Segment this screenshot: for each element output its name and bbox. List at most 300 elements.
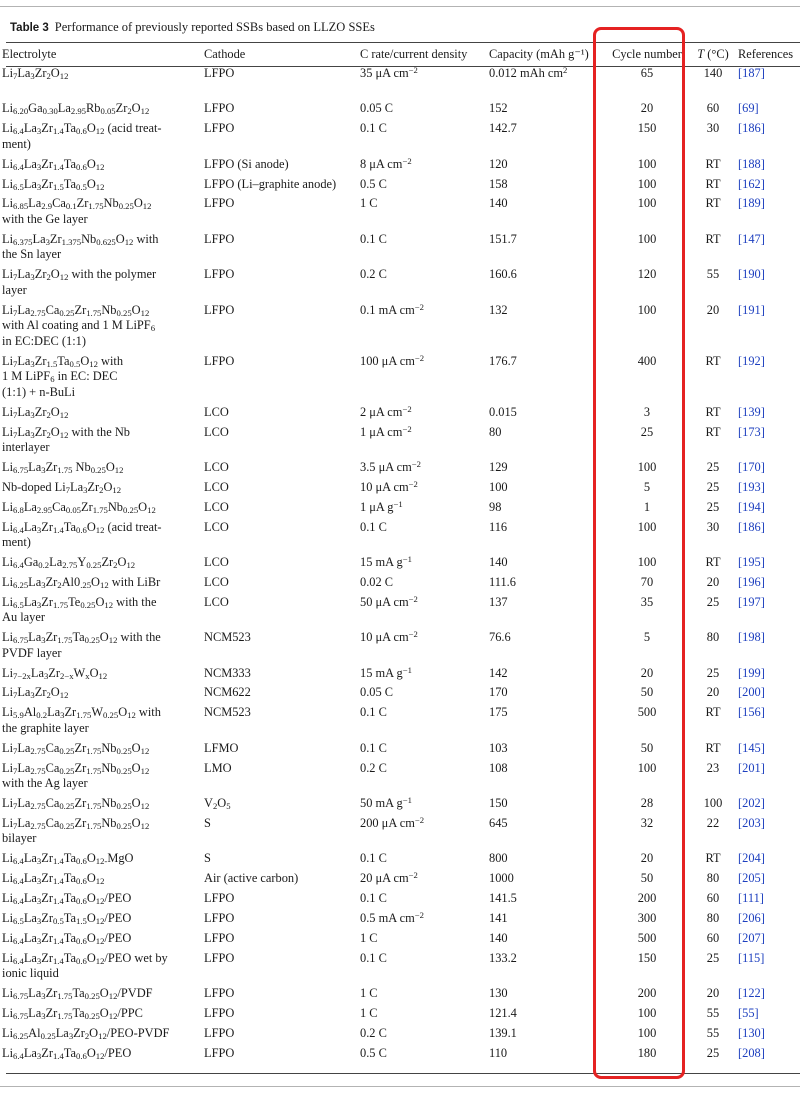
cycle-number-cell: 5 bbox=[643, 630, 651, 645]
top-border bbox=[0, 6, 800, 7]
temperature-cell: 80 bbox=[706, 871, 720, 886]
table-row bbox=[0, 177, 800, 197]
electrolyte-cell: $Li_7La_{2.75}Ca_{0.25}Zr_{1.75}Nb_{0.25}O_{12}$ with the Ag layer bbox=[2, 760, 150, 791]
reference-cell[interactable]: [205] bbox=[738, 871, 765, 886]
c-rate-cell: 2 μA $cm^{-2}$ bbox=[360, 403, 412, 419]
electrolyte-cell: $Li_{6.4}La_3Zr_{1.4}Ta_{0.6}O_{12}$/PEO wet by ionic liquid bbox=[2, 950, 168, 981]
cathode-cell: LFPO bbox=[204, 1045, 235, 1060]
temperature-cell: 20 bbox=[706, 302, 720, 317]
capacity-cell: 175 bbox=[489, 705, 508, 720]
reference-cell[interactable]: [208] bbox=[738, 1045, 765, 1060]
electrolyte-cell: $Li_7La_{2.75}Ca_{0.25}Zr_{1.75}Nb_{0.25}O_{12}$ bbox=[2, 740, 150, 756]
electrolyte-cell: $Li_{6.25}Al_{0.25}La_3Zr_2O_{12}/PEO$-PVDF bbox=[2, 1025, 170, 1041]
electrolyte-cell: Nb-doped $Li_7La_3Zr_2O_{12}$ bbox=[2, 479, 122, 496]
table-row bbox=[0, 705, 800, 740]
cathode-cell: LFPO (Si anode) bbox=[204, 156, 289, 171]
reference-cell[interactable]: [173] bbox=[738, 424, 765, 439]
reference-cell[interactable]: [189] bbox=[738, 196, 765, 211]
temperature-cell: RT bbox=[705, 176, 721, 191]
cathode-cell: S bbox=[204, 851, 211, 866]
capacity-cell: 800 bbox=[489, 851, 508, 866]
capacity-cell: 111.6 bbox=[489, 574, 516, 589]
temperature-cell: 30 bbox=[706, 121, 720, 136]
table-row bbox=[0, 480, 800, 500]
c-rate-cell: 0.1 C bbox=[360, 519, 387, 534]
temperature-cell: 80 bbox=[706, 630, 720, 645]
header-temperature: T (°C) bbox=[697, 47, 729, 62]
table-row bbox=[0, 1026, 800, 1046]
electrolyte-cell: $Li_{6.75}La_3Zr_{1.75}Ta_{0.25}O_{12}$/PVDF bbox=[2, 985, 153, 1002]
reference-cell[interactable]: [197] bbox=[738, 594, 765, 609]
cycle-number-cell: 500 bbox=[637, 930, 657, 945]
table-row bbox=[0, 931, 800, 951]
electrolyte-cell: $Li_{6.4}La_3Zr_{1.4}Ta_{0.6}O_{12}$ (acid treat- ment) bbox=[2, 121, 162, 151]
cycle-number-cell: 32 bbox=[640, 815, 654, 830]
temperature-cell: 25 bbox=[706, 1045, 720, 1060]
electrolyte-cell: $Li_{6.5}La_3Zr_{1.5}Ta_{0.5}O_{12}$ bbox=[2, 176, 105, 192]
cycle-number-cell: 100 bbox=[637, 555, 657, 570]
capacity-cell: 103 bbox=[489, 740, 508, 755]
c-rate-cell: 0.5 mA $cm^{-2}$ bbox=[360, 909, 424, 925]
reference-cell[interactable]: [202] bbox=[738, 796, 765, 811]
cycle-number-cell: 3 bbox=[643, 404, 651, 419]
capacity-cell: 140 bbox=[489, 930, 508, 945]
capacity-cell: 152 bbox=[489, 101, 508, 116]
electrolyte-cell: $Li_7La_3Zr_2O_{12}$ bbox=[2, 66, 69, 82]
capacity-cell: 151.7 bbox=[489, 231, 517, 246]
cathode-cell: LFPO bbox=[204, 1005, 235, 1020]
cycle-number-cell: 300 bbox=[637, 910, 657, 925]
c-rate-cell: 35 μA $cm^{-2}$ bbox=[360, 65, 418, 80]
electrolyte-cell: $Li_7La_{2.75}Ca_{0.25}Zr_{1.75}Nb_{0.25}O_{12}$ bilayer bbox=[2, 815, 150, 846]
cathode-cell: LCO bbox=[204, 519, 229, 534]
electrolyte-cell: $Li_{6.75}La_3Zr_{1.75}$ $Nb_{0.25}O_{12}$ bbox=[2, 460, 124, 476]
cathode-cell: LFPO bbox=[204, 302, 235, 317]
table-row bbox=[0, 741, 800, 761]
c-rate-cell: 0.05 C bbox=[360, 101, 394, 116]
table-row bbox=[0, 891, 800, 911]
c-rate-cell: 1 C bbox=[360, 985, 378, 1000]
capacity-cell: 1000 bbox=[489, 871, 514, 886]
table-row bbox=[0, 267, 800, 302]
reference-cell[interactable]: [55] bbox=[738, 1005, 759, 1020]
cycle-number-cell: 65 bbox=[640, 66, 654, 80]
cycle-number-cell: 50 bbox=[640, 685, 654, 700]
cycle-number-cell: 180 bbox=[637, 1045, 657, 1060]
c-rate-cell: 1 μA $g^{-1}$ bbox=[360, 498, 403, 514]
table-body bbox=[0, 66, 800, 1065]
c-rate-cell: 0.1 C bbox=[360, 231, 387, 246]
electrolyte-cell: $Li_{6.4}Ga_{0.2}La_{2.75}Y_{0.25}Zr_2O_{12}$ bbox=[2, 555, 136, 571]
cathode-cell: LCO bbox=[204, 555, 229, 570]
table-row bbox=[0, 500, 800, 520]
temperature-cell: 20 bbox=[706, 985, 720, 1000]
cycle-number-cell: 100 bbox=[637, 519, 657, 534]
c-rate-cell: 20 μA $cm^{-2}$ bbox=[360, 870, 418, 886]
header-electrolyte: Electrolyte bbox=[2, 47, 57, 62]
cathode-cell: LFPO bbox=[204, 930, 235, 945]
cycle-number-cell: 200 bbox=[637, 891, 657, 905]
temperature-cell: RT bbox=[705, 555, 721, 570]
reference-cell[interactable]: [192] bbox=[738, 353, 765, 368]
table-title: Performance of previously reported SSBs based on LLZO SSEs bbox=[54, 20, 375, 34]
reference-cell[interactable]: [193] bbox=[738, 479, 765, 494]
cycle-number-cell: 20 bbox=[640, 851, 654, 866]
reference-cell[interactable]: [195] bbox=[738, 555, 765, 570]
cycle-number-cell: 25 bbox=[640, 424, 654, 439]
capacity-cell: 80 bbox=[489, 424, 502, 439]
cathode-cell: LCO bbox=[204, 460, 229, 475]
table-caption bbox=[10, 20, 375, 35]
table-row bbox=[0, 816, 800, 851]
cathode-cell: LCO bbox=[204, 574, 229, 589]
c-rate-cell: 1 μA $cm^{-2}$ bbox=[360, 423, 412, 439]
cycle-number-cell: 100 bbox=[637, 1025, 657, 1040]
electrolyte-cell: $Li_{6.4}La_3Zr_{1.4}Ta_{0.6}O_{12}$ (acid treat- ment) bbox=[2, 519, 162, 550]
reference-cell[interactable]: [69] bbox=[738, 101, 759, 116]
capacity-cell: 137 bbox=[489, 594, 508, 609]
capacity-cell: 130 bbox=[489, 985, 508, 1000]
electrolyte-cell: $Li_{6.4}La_3Zr_{1.4}Ta_{0.6}O_{12}$/PEO bbox=[2, 891, 132, 907]
cathode-cell: LFPO bbox=[204, 231, 235, 246]
temperature-cell: 60 bbox=[706, 101, 720, 116]
temperature-cell: RT bbox=[705, 740, 721, 755]
electrolyte-cell: $Li_{6.75}La_3Zr_{1.75}Ta_{0.25}O_{12}$/PPC bbox=[2, 1005, 143, 1021]
capacity-cell: 170 bbox=[489, 685, 508, 700]
table-row bbox=[0, 66, 800, 101]
c-rate-cell: 0.2 C bbox=[360, 1025, 387, 1040]
cathode-cell: Air (active carbon) bbox=[204, 871, 299, 886]
table-row bbox=[0, 157, 800, 177]
temperature-cell: 80 bbox=[706, 910, 720, 925]
capacity-cell: 98 bbox=[489, 499, 502, 514]
reference-cell[interactable]: [122] bbox=[738, 985, 765, 1000]
reference-cell[interactable]: [170] bbox=[738, 460, 765, 475]
c-rate-cell: 1 C bbox=[360, 930, 378, 945]
electrolyte-cell: $Li_{6.75}La_3Zr_{1.75}Ta_{0.25}O_{12}$ with the PVDF layer bbox=[2, 630, 161, 660]
c-rate-cell: 0.2 C bbox=[360, 760, 387, 775]
cathode-cell: LFPO bbox=[204, 66, 235, 80]
temperature-cell: RT bbox=[705, 851, 721, 866]
cathode-cell: LFPO bbox=[204, 891, 235, 905]
table-row bbox=[0, 761, 800, 796]
table-row bbox=[0, 520, 800, 555]
electrolyte-cell: $Li_7La_3Zr_2O_{12}$ with the polymer layer bbox=[2, 267, 157, 297]
table-row bbox=[0, 630, 800, 665]
capacity-cell: 132 bbox=[489, 302, 508, 317]
reference-cell[interactable]: [156] bbox=[738, 705, 765, 720]
temperature-cell: RT bbox=[705, 705, 721, 720]
reference-cell[interactable]: [198] bbox=[738, 630, 765, 645]
table-row bbox=[0, 871, 800, 891]
c-rate-cell: 10 μA $cm^{-2}$ bbox=[360, 629, 418, 645]
cathode-cell: LMO bbox=[204, 760, 232, 775]
reference-cell[interactable]: [199] bbox=[738, 665, 765, 680]
cathode-cell: S bbox=[204, 815, 211, 830]
electrolyte-cell: $Li_{6.4}La_3Zr_{1.4}Ta_{0.6}O_{12}$/PEO bbox=[2, 930, 132, 946]
table-row bbox=[0, 121, 800, 156]
cathode-cell: LFPO (Li–graphite anode) bbox=[204, 176, 337, 191]
cathode-cell: NCM333 bbox=[204, 665, 251, 680]
temperature-cell: RT bbox=[705, 231, 721, 246]
reference-cell[interactable]: [162] bbox=[738, 176, 765, 191]
header-row bbox=[0, 42, 800, 66]
capacity-cell: 121.4 bbox=[489, 1005, 517, 1020]
capacity-cell: 0.015 bbox=[489, 404, 517, 419]
c-rate-cell: 200 μA $cm^{-2}$ bbox=[360, 814, 425, 830]
temperature-cell: 100 bbox=[703, 796, 723, 811]
temperature-cell: 140 bbox=[703, 66, 723, 80]
c-rate-cell: 0.1 C bbox=[360, 740, 387, 755]
capacity-cell: 133.2 bbox=[489, 950, 517, 965]
cycle-number-cell: 100 bbox=[637, 231, 657, 246]
header-references: References bbox=[738, 47, 794, 62]
reference-cell[interactable]: [200] bbox=[738, 685, 765, 700]
cycle-number-cell: 100 bbox=[637, 460, 657, 475]
reference-cell[interactable]: [203] bbox=[738, 815, 765, 830]
cycle-number-cell: 120 bbox=[637, 267, 657, 282]
temperature-cell: 25 bbox=[706, 950, 720, 965]
table-bottom-rule bbox=[6, 1073, 800, 1074]
temperature-cell: 23 bbox=[706, 760, 720, 775]
capacity-cell: 150 bbox=[489, 796, 508, 811]
temperature-cell: 20 bbox=[706, 574, 720, 589]
reference-cell[interactable]: [204] bbox=[738, 851, 765, 866]
electrolyte-cell: $Li_{6.4}La_3Zr_{1.4}Ta_{0.6}O_{12}$/PEO bbox=[2, 1045, 132, 1061]
table-row bbox=[0, 685, 800, 705]
capacity-cell: 176.7 bbox=[489, 353, 517, 368]
cathode-cell: LFPO bbox=[204, 950, 235, 965]
capacity-cell: 142 bbox=[489, 665, 508, 680]
cathode-cell: LCO bbox=[204, 594, 229, 609]
header-cycle-number: Cycle number bbox=[612, 47, 682, 62]
temperature-cell: 25 bbox=[706, 460, 720, 475]
electrolyte-cell: $Li_7La_3Zr_2O_{12}$ bbox=[2, 404, 69, 420]
header-capacity: Capacity (mAh g⁻¹) bbox=[489, 47, 589, 62]
cathode-cell: LFPO bbox=[204, 267, 235, 282]
capacity-cell: 140 bbox=[489, 555, 508, 570]
capacity-cell: 100 bbox=[489, 479, 508, 494]
temperature-cell: 25 bbox=[706, 479, 720, 494]
electrolyte-cell: $Li_{7-2x}La_3Zr_{2-x}W_xO_{12}$ bbox=[2, 665, 108, 681]
capacity-cell: 140 bbox=[489, 196, 508, 211]
table-row bbox=[0, 555, 800, 575]
reference-cell[interactable]: [201] bbox=[738, 760, 765, 775]
table-row bbox=[0, 595, 800, 630]
table-row bbox=[0, 354, 800, 405]
reference-cell[interactable]: [139] bbox=[738, 404, 765, 419]
cycle-number-cell: 35 bbox=[640, 594, 654, 609]
table-row bbox=[0, 460, 800, 480]
c-rate-cell: 1 C bbox=[360, 196, 378, 211]
performance-table bbox=[0, 42, 800, 1065]
table-row bbox=[0, 986, 800, 1006]
c-rate-cell: 50 μA $cm^{-2}$ bbox=[360, 593, 418, 609]
c-rate-cell: 15 mA $g^{-1}$ bbox=[360, 664, 412, 680]
cycle-number-cell: 100 bbox=[637, 156, 657, 171]
reference-cell[interactable]: [186] bbox=[738, 121, 765, 136]
capacity-cell: 76.6 bbox=[489, 630, 511, 645]
capacity-cell: 142.7 bbox=[489, 121, 517, 136]
c-rate-cell: 50 mA $g^{-1}$ bbox=[360, 795, 412, 811]
electrolyte-cell: $Li_7La_{2.75}Ca_{0.25}Zr_{1.75}Nb_{0.25}O_{12}$ bbox=[2, 796, 150, 812]
electrolyte-cell: $Li_7La_{2.75}Ca_{0.25}Zr_{1.75}Nb_{0.25}O_{12}$ with Al coating and 1 M LiPF$_6$ in EC:DEC (1:1) bbox=[2, 302, 156, 348]
reference-cell[interactable]: [188] bbox=[738, 156, 765, 171]
temperature-cell: RT bbox=[705, 404, 721, 419]
cycle-number-cell: 50 bbox=[640, 871, 654, 886]
reference-cell[interactable]: [206] bbox=[738, 910, 765, 925]
capacity-cell: 120 bbox=[489, 156, 508, 171]
electrolyte-cell: $Li_7La_3Zr_2O_{12}$ with the Nb interlayer bbox=[2, 424, 130, 455]
table-label: Table 3 bbox=[10, 22, 49, 34]
temperature-cell: 20 bbox=[706, 685, 720, 700]
cathode-cell: LFPO bbox=[204, 910, 235, 925]
reference-cell[interactable]: [190] bbox=[738, 267, 765, 282]
reference-cell[interactable]: [191] bbox=[738, 302, 765, 317]
reference-cell[interactable]: [145] bbox=[738, 740, 765, 755]
reference-cell[interactable]: [130] bbox=[738, 1025, 765, 1040]
capacity-cell: 141 bbox=[489, 910, 508, 925]
c-rate-cell: 15 mA $g^{-1}$ bbox=[360, 554, 412, 570]
electrolyte-cell: $Li_{6.25}La_3Zr_2Al0_{.25}O_{12}$ with LiBr bbox=[2, 574, 161, 591]
cycle-number-cell: 150 bbox=[637, 121, 657, 136]
temperature-cell: RT bbox=[705, 353, 721, 368]
electrolyte-cell: $Li_{6.85}La_{2.9}Ca_{0.1}Zr_{1.75}Nb_{0.25}O_{12}$ with the Ge layer bbox=[2, 196, 152, 226]
electrolyte-cell: $Li_{6.5}La_3Zr_{0.5}Ta_{1.5}O_{12}$/PEO bbox=[2, 910, 132, 926]
table-row bbox=[0, 303, 800, 354]
c-rate-cell: 10 μA $cm^{-2}$ bbox=[360, 479, 418, 494]
table-row bbox=[0, 951, 800, 986]
cycle-number-cell: 100 bbox=[637, 1005, 657, 1020]
capacity-cell: 158 bbox=[489, 176, 508, 191]
temperature-cell: 25 bbox=[706, 665, 720, 680]
electrolyte-cell: $Li_{6.5}La_3Zr_{1.75}Te_{0.25}O_{12}$ with the Au layer bbox=[2, 594, 157, 625]
cathode-cell: LFPO bbox=[204, 121, 235, 136]
reference-cell[interactable]: [187] bbox=[738, 66, 765, 80]
cathode-cell: NCM523 bbox=[204, 705, 251, 720]
table-row bbox=[0, 101, 800, 121]
c-rate-cell: 0.2 C bbox=[360, 267, 387, 282]
cycle-number-cell: 20 bbox=[640, 101, 654, 116]
c-rate-cell: 0.05 C bbox=[360, 685, 394, 700]
cycle-number-cell: 100 bbox=[637, 302, 657, 317]
temperature-cell: 60 bbox=[706, 930, 720, 945]
c-rate-cell: 0.1 C bbox=[360, 705, 387, 720]
table-row bbox=[0, 666, 800, 686]
cathode-cell: LFPO bbox=[204, 196, 235, 211]
capacity-cell: 116 bbox=[489, 519, 508, 534]
c-rate-cell: 0.1 mA $cm^{-2}$ bbox=[360, 301, 424, 317]
c-rate-cell: 0.1 C bbox=[360, 950, 387, 965]
cathode-cell: LCO bbox=[204, 404, 229, 419]
temperature-cell: 22 bbox=[706, 815, 720, 830]
c-rate-cell: 100 μA $cm^{-2}$ bbox=[360, 352, 425, 368]
electrolyte-cell: $Li_{6.8}La_{2.95}Ca_{0.05}Zr_{1.75}Nb_{0.25}O_{12}$ bbox=[2, 499, 156, 515]
cycle-number-cell: 100 bbox=[637, 760, 657, 775]
reference-cell[interactable]: [111] bbox=[738, 891, 764, 905]
table-row bbox=[0, 196, 800, 231]
table-row bbox=[0, 405, 800, 425]
reference-cell[interactable]: [186] bbox=[738, 519, 765, 534]
cycle-number-cell: 500 bbox=[637, 705, 657, 720]
c-rate-cell: 0.5 C bbox=[360, 1045, 387, 1060]
reference-cell[interactable]: [207] bbox=[738, 930, 765, 945]
electrolyte-cell: $Li_{6.4}La_3Zr_{1.4}Ta_{0.6}O_{12}$ bbox=[2, 156, 105, 172]
cycle-number-cell: 400 bbox=[637, 353, 657, 368]
reference-cell[interactable]: [196] bbox=[738, 574, 765, 589]
electrolyte-cell: $Li_{6.20}Ga_{0.30}La_{2.95}Rb_{0.05}Zr_2O_{12}$ bbox=[2, 101, 150, 117]
electrolyte-cell: $Li_{6.4}La_3Zr_{1.4}Ta_{0.6}O_{12}$ bbox=[2, 871, 105, 887]
cycle-number-cell: 150 bbox=[637, 950, 657, 965]
table-row bbox=[0, 851, 800, 871]
capacity-cell: 141.5 bbox=[489, 891, 517, 905]
c-rate-cell: 0.1 C bbox=[360, 891, 387, 905]
cycle-number-cell: 1 bbox=[643, 499, 651, 514]
capacity-cell: 645 bbox=[489, 815, 508, 830]
temperature-cell: 55 bbox=[706, 1025, 720, 1040]
reference-cell[interactable]: [115] bbox=[738, 950, 765, 965]
table-row bbox=[0, 911, 800, 931]
electrolyte-cell: $Li_7La_3Zr_{1.5}Ta_{0.5}O_{12}$ with 1 M LiPF$_6$ in EC: DEC (1:1) + n-BuLi bbox=[2, 353, 124, 399]
capacity-cell: 0.012 mAh $cm^2$ bbox=[489, 65, 568, 80]
cycle-number-cell: 5 bbox=[643, 479, 651, 494]
cycle-number-cell: 70 bbox=[640, 574, 654, 589]
temperature-cell: RT bbox=[705, 196, 721, 211]
capacity-cell: 160.6 bbox=[489, 267, 517, 282]
c-rate-cell: 8 μA $cm^{-2}$ bbox=[360, 155, 412, 171]
table-row bbox=[0, 575, 800, 595]
table-row bbox=[0, 796, 800, 816]
cathode-cell: NCM523 bbox=[204, 630, 251, 645]
cathode-cell: LFPO bbox=[204, 353, 235, 368]
capacity-cell: 129 bbox=[489, 460, 508, 475]
electrolyte-cell: $Li_{6.375}La_3Zr_{1.375}Nb_{0.625}O_{12}$ with the Sn layer bbox=[2, 231, 159, 262]
cathode-cell: LFPO bbox=[204, 101, 235, 116]
temperature-cell: 30 bbox=[706, 519, 720, 534]
reference-cell[interactable]: [147] bbox=[738, 231, 765, 246]
electrolyte-cell: $Li_{5.9}Al_{0.2}La_3Zr_{1.75}W_{0.25}O_{12}$ with the graphite layer bbox=[2, 705, 161, 735]
cycle-number-cell: 28 bbox=[640, 796, 654, 811]
electrolyte-cell: $Li_{6.4}La_3Zr_{1.4}Ta_{0.6}O_{12-}MgO$ bbox=[2, 851, 134, 867]
cycle-number-cell: 50 bbox=[640, 740, 654, 755]
temperature-cell: 25 bbox=[706, 499, 720, 514]
c-rate-cell: 0.5 C bbox=[360, 176, 387, 191]
table-row bbox=[0, 425, 800, 460]
cycle-number-cell: 100 bbox=[637, 176, 657, 191]
cathode-cell: LFMO bbox=[204, 740, 239, 755]
c-rate-cell: 0.02 C bbox=[360, 574, 394, 589]
cathode-cell: LCO bbox=[204, 479, 229, 494]
bottom-border bbox=[0, 1086, 800, 1087]
cycle-number-cell: 200 bbox=[637, 985, 657, 1000]
c-rate-cell: 0.1 C bbox=[360, 121, 387, 136]
cathode-cell: LCO bbox=[204, 499, 229, 514]
header-c-rate: C rate/current density bbox=[360, 47, 468, 62]
electrolyte-cell: $Li_7La_3Zr_2O_{12}$ bbox=[2, 685, 69, 701]
table-row bbox=[0, 1046, 800, 1066]
c-rate-cell: 1 C bbox=[360, 1005, 378, 1020]
capacity-cell: 139.1 bbox=[489, 1025, 517, 1040]
temperature-cell: 25 bbox=[706, 594, 720, 609]
reference-cell[interactable]: [194] bbox=[738, 499, 765, 514]
capacity-cell: 110 bbox=[489, 1045, 508, 1060]
c-rate-cell: 3.5 μA $cm^{-2}$ bbox=[360, 459, 421, 475]
cycle-number-cell: 100 bbox=[637, 196, 657, 211]
table-row bbox=[0, 232, 800, 267]
cathode-cell: LCO bbox=[204, 424, 229, 439]
cathode-cell: $V_2O_5$ bbox=[204, 796, 231, 812]
cycle-number-cell: 20 bbox=[640, 665, 654, 680]
